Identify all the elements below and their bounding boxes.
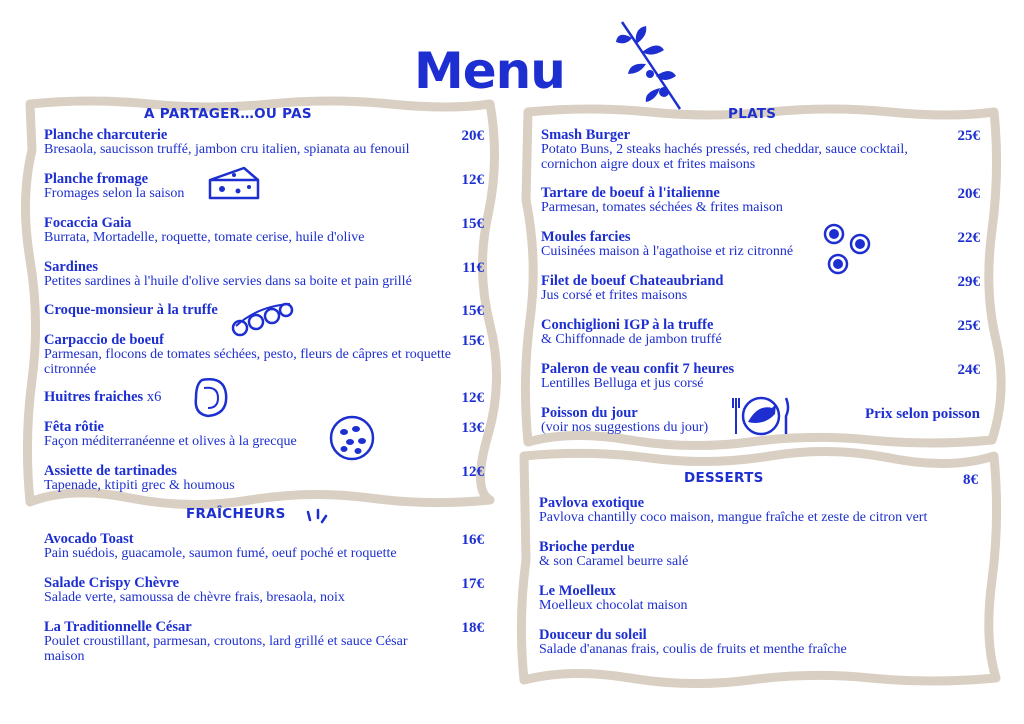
item-desc: Lentilles Belluga et jus corsé xyxy=(541,376,704,391)
item-name: Croque-monsieur à la truffe xyxy=(44,302,218,318)
item-name: Filet de boeuf Chateaubriand xyxy=(541,273,724,289)
item-price: 15€ xyxy=(461,216,484,232)
citrus-slices-icon xyxy=(822,222,876,276)
item-price: 12€ xyxy=(461,464,484,480)
item-desc: Salade d'ananas frais, coulis de fruits et menthe fraîche xyxy=(539,642,847,657)
item-desc: Fromages selon la saison xyxy=(44,186,185,201)
menu-item xyxy=(44,333,454,377)
item-price: 22€ xyxy=(957,230,980,246)
menu-item xyxy=(44,128,444,158)
menu-item xyxy=(541,274,841,304)
item-desc: Façon méditerranéenne et olives à la grecque xyxy=(44,434,297,449)
section-title-partager: A PARTAGER…OU PAS xyxy=(144,106,312,122)
menu-item xyxy=(541,362,841,392)
item-name: Poisson du jour xyxy=(541,405,638,421)
item-desc: Potato Buns, 2 steaks hachés pressés, red cheddar, sauce cocktail, cornichon aigre doux et frites maisons xyxy=(541,142,908,172)
feta-plate-icon xyxy=(328,414,376,462)
item-price: 13€ xyxy=(461,420,484,436)
item-price: 15€ xyxy=(461,333,484,349)
item-name: Focaccia Gaia xyxy=(44,215,132,231)
section-title-fraicheurs: FRAÎCHEURS xyxy=(186,506,286,522)
menu-item xyxy=(44,464,344,494)
menu-item xyxy=(44,620,444,664)
item-name: Sardines xyxy=(44,259,98,275)
item-desc: Petites sardines à l'huile d'olive servies dans sa boite et pain grillé xyxy=(44,274,412,289)
menu-item xyxy=(541,318,841,348)
item-name: Planche fromage xyxy=(44,171,149,187)
menu-item xyxy=(539,584,939,614)
page-title: Menu xyxy=(414,42,565,100)
item-desc: Moelleux chocolat maison xyxy=(539,598,688,613)
item-desc: Jus corsé et frites maisons xyxy=(541,288,688,303)
item-desc: & son Caramel beurre salé xyxy=(539,554,689,569)
item-price: 24€ xyxy=(957,362,980,378)
item-name: Avocado Toast xyxy=(44,531,134,547)
item-desc: Cuisinées maison à l'agathoise et riz citronné xyxy=(541,244,794,259)
menu-item xyxy=(44,216,444,246)
item-name: Planche charcuterie xyxy=(44,127,168,143)
item-name: Le Moelleux xyxy=(539,583,616,599)
section-title-desserts: DESSERTS xyxy=(684,470,764,486)
menu-item xyxy=(539,628,979,658)
item-desc: Pain suédois, guacamole, saumon fumé, oeuf poché et roquette xyxy=(44,546,397,561)
item-price: 15€ xyxy=(461,303,484,319)
desserts-price: 8€ xyxy=(963,472,978,488)
olive-branch-icon xyxy=(612,14,692,114)
item-price: 18€ xyxy=(461,620,484,636)
item-desc: Parmesan, flocons de tomates séchées, pesto, fleurs de câpres et roquette citronnée xyxy=(44,347,452,377)
item-name: Conchiglioni IGP à la truffe xyxy=(541,317,714,333)
item-name: Moules farcies xyxy=(541,229,631,245)
item-desc: Pavlova chantilly coco maison, mangue fraîche et zeste de citron vert xyxy=(539,510,928,525)
item-name: Tartare de boeuf à l'italienne xyxy=(541,185,720,201)
item-quantity: x6 xyxy=(146,389,162,405)
item-desc: & Chiffonnade de jambon truffé xyxy=(541,332,722,347)
item-name: Pavlova exotique xyxy=(539,495,645,511)
item-desc: (voir nos suggestions du jour) xyxy=(541,420,709,435)
item-price: 11€ xyxy=(462,260,484,276)
item-desc: Tapenade, ktipiti grec & houmous xyxy=(44,478,235,493)
item-price: 20€ xyxy=(461,128,484,144)
oyster-icon xyxy=(190,374,232,420)
sparkle-icon xyxy=(302,508,332,530)
item-price: 12€ xyxy=(461,390,484,406)
menu-item xyxy=(541,406,741,436)
item-name: Salade Crispy Chèvre xyxy=(44,575,180,591)
item-name: Assiette de tartinades xyxy=(44,463,177,479)
item-name: La Traditionnelle César xyxy=(44,619,192,635)
item-price: 25€ xyxy=(957,318,980,334)
item-name: Brioche perdue xyxy=(539,539,635,555)
item-desc: Bresaola, saucisson truffé, jambon cru italien, spianata au fenouil xyxy=(44,142,410,157)
menu-item xyxy=(539,540,939,570)
item-price: 29€ xyxy=(957,274,980,290)
item-desc: Poulet croustillant, parmesan, croutons, lard grillé et sauce César maison xyxy=(44,634,408,664)
fish-plate-icon xyxy=(730,392,792,440)
menu-item xyxy=(44,260,464,290)
item-name: Carpaccio de boeuf xyxy=(44,332,165,348)
item-price: 17€ xyxy=(461,576,484,592)
menu-item xyxy=(539,496,979,526)
item-name: Douceur du soleil xyxy=(539,627,647,643)
item-price: 25€ xyxy=(957,128,980,144)
item-price: 12€ xyxy=(461,172,484,188)
menu-item xyxy=(44,532,444,562)
item-name: Fêta rôtie xyxy=(44,419,104,435)
menu-item xyxy=(44,420,344,450)
item-price: Prix selon poisson xyxy=(864,406,980,422)
section-title-plats: PLATS xyxy=(728,106,777,122)
cheese-icon xyxy=(206,162,262,204)
item-desc: Parmesan, tomates séchées & frites maison xyxy=(541,200,783,215)
menu-item xyxy=(541,186,921,216)
item-price: 20€ xyxy=(957,186,980,202)
menu-item xyxy=(44,576,444,606)
item-name: Smash Burger xyxy=(541,127,631,143)
menu-item xyxy=(541,230,841,260)
item-desc: Salade verte, samoussa de chèvre frais, bresaola, noix xyxy=(44,590,345,605)
menu-item xyxy=(541,128,951,172)
item-name-text: Huitres fraiches xyxy=(44,389,144,405)
item-desc: Burrata, Mortadelle, roquette, tomate cerise, huile d'olive xyxy=(44,230,365,245)
item-price: 16€ xyxy=(461,532,484,548)
item-name: Paleron de veau confit 7 heures xyxy=(541,361,735,377)
